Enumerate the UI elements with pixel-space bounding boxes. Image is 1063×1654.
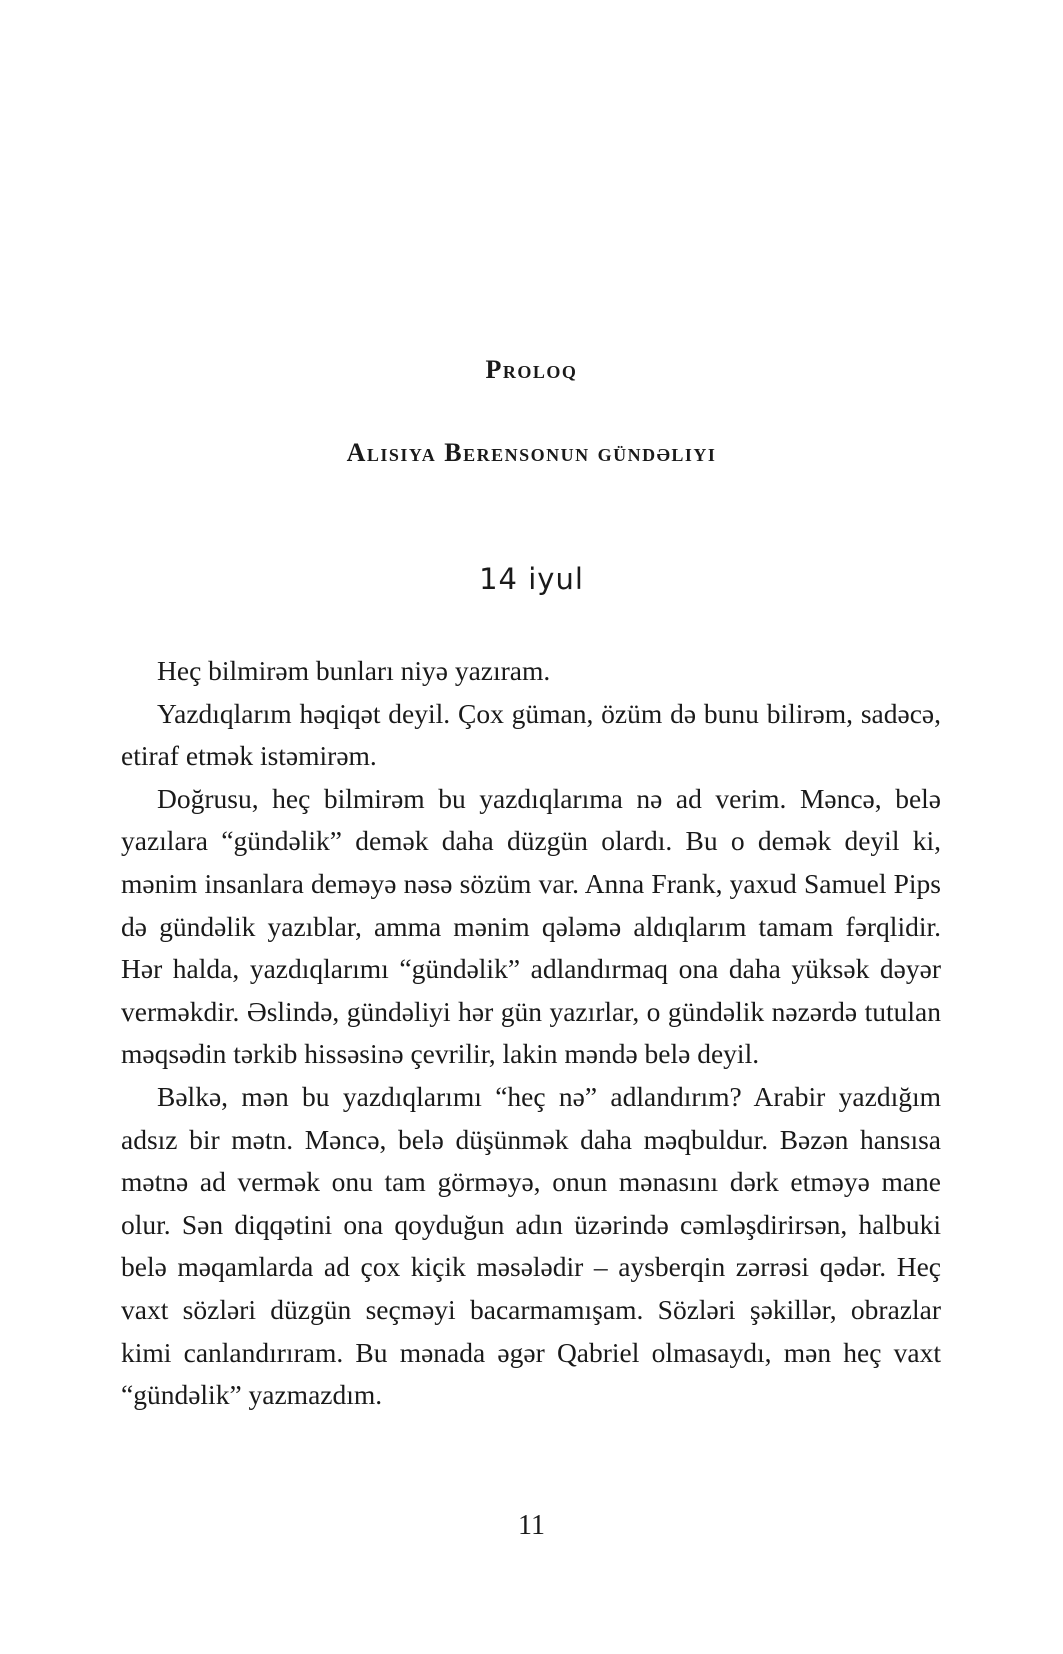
page-number: 11	[518, 1510, 545, 1541]
chapter-title: Alisiya Berensonun gündəliyi	[346, 438, 717, 467]
entry-date: 14 iyul	[479, 562, 584, 596]
paragraph: Yazdıqlarım həqiqət deyil. Çox güman, özüm də bunu bilirəm, sadəcə, etiraf etmək istəmirəm.	[121, 697, 941, 772]
paragraph: Heç bilmirəm bunları niyə yazıram.	[157, 655, 551, 686]
body-text	[121, 650, 941, 1417]
paragraph: Doğrusu, heç bilmirəm bu yazdıqlarıma nə ad verim. Məncə, belə yazılara “gündəlik” demək daha düzgün olardı. Bu o demək deyil ki, mənim insanlara deməyə nəsə sözüm var. Anna Frank, yaxud Samuel Pips də gündəlik yazıblar, amma mənim qələmə aldıqlarım tamam fərqlidir. Hər halda, yazdıqlarımı “gündəlik” adlandırmaq ona daha yüksək dəyər verməkdir. Əslində, gündəliyi hər gün yazırlar, o gündəlik nəzərdə tutulan məqsədin tərkib hissəsinə çevrilir, lakin məndə belə deyil.	[121, 782, 941, 1070]
part-title: Proloq	[485, 355, 578, 384]
paragraph: Bəlkə, mən bu yazdıqlarımı “heç nə” adlandırım? Arabir yazdığım adsız bir mətn. Məncə, belə düşünmək daha məqbuldur. Bəzən hansısa mətnə ad vermək onu tam görməyə, onun mənasını dərk etməyə mane olur. Sən diqqətini ona qoyduğun adın üzərində cəmləşdirirsən, halbuki belə məqamlarda ad çox kiçik məsələdir – aysberqin zərrəsi qədər. Heç vaxt sözləri düzgün seçməyi bacarmamışam. Sözləri şəkillər, obrazlar kimi canlandırıram. Bu mənada əgər Qabriel olmasaydı, mən heç vaxt “gündəlik” yazmazdım.	[121, 1080, 941, 1411]
